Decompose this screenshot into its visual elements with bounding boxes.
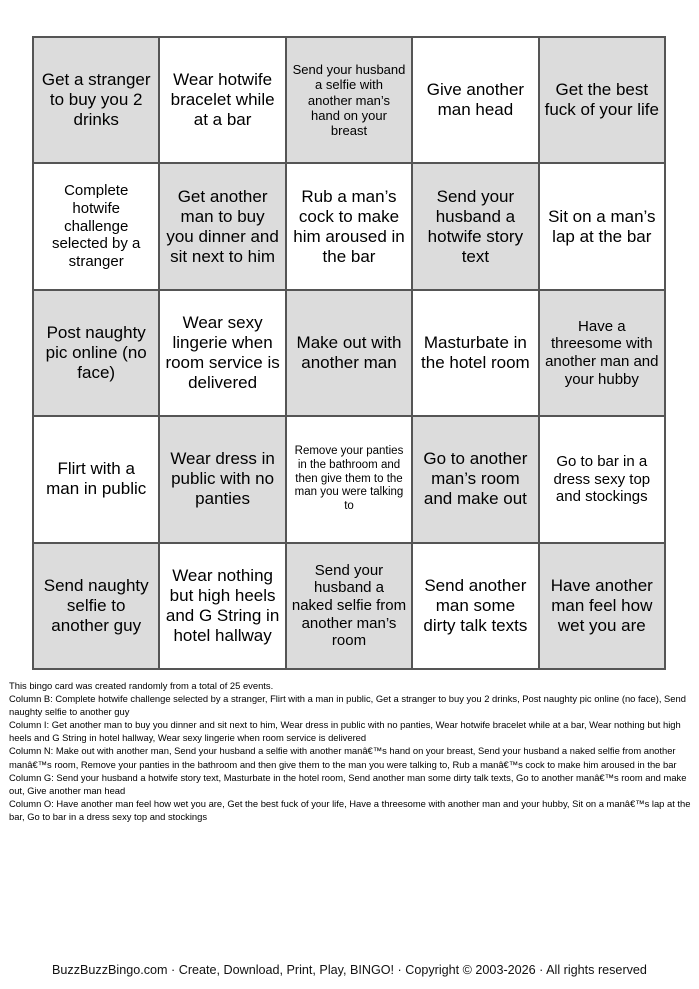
- bingo-cell: [286, 543, 412, 669]
- bingo-cell-text: Make out with another man: [296, 332, 402, 372]
- info-column-b: Column B: Complete hotwife challenge selected by a stranger, Flirt with a man in public, Get a stranger to buy you 2 drinks, Post naughty pic online (no face), Send naughty selfie to another guy: [9, 693, 686, 718]
- bingo-cell: [539, 37, 665, 163]
- card-info: [9, 679, 691, 823]
- bingo-cell-text: Go to bar in a dress sexy top and stockings: [553, 452, 651, 506]
- bingo-cell-text: Get another man to buy you dinner and sit next to him: [166, 186, 279, 266]
- bingo-cell: [539, 416, 665, 542]
- bingo-cell-text: Have a threesome with another man and your hubby: [545, 317, 659, 388]
- bingo-cell-text: Post naughty pic online (no face): [45, 322, 147, 383]
- bingo-cell: [159, 543, 285, 669]
- bingo-cell-text: Get a stranger to buy you 2 drinks: [41, 70, 151, 130]
- bingo-cell-text: Send another man some dirty talk texts: [423, 575, 528, 635]
- bingo-cell-text: Go to another man’s room and make out: [423, 449, 528, 509]
- bingo-cell-text: Remove your panties in the bathroom and then give them to the man you were talking to: [294, 445, 404, 512]
- bingo-cell: [412, 163, 538, 289]
- bingo-cell-text: Rub a man’s cock to make him aroused in the bar: [293, 186, 405, 266]
- bingo-cell: [412, 543, 538, 669]
- bingo-cell-text: Sit on a man’s lap at the bar: [548, 206, 656, 246]
- bingo-cell: [33, 37, 159, 163]
- bingo-cell-text: Flirt with a man in public: [46, 459, 147, 499]
- bingo-cell: [33, 543, 159, 669]
- info-column-n: Column N: Make out with another man, Send your husband a selfie with another manâ€™s hand on your breast, Send your husband a naked selfie from another manâ€™s room, Remove your panties in the bathroom and then give them to the man you were talking to, Rub a manâ€™s cock to make him aroused in the bar: [9, 745, 677, 770]
- bingo-cell: [33, 416, 159, 542]
- footer-text: BuzzBuzzBingo.com · Create, Download, Print, Play, BINGO! · Copyright © 2003-2026 · All rights reserved: [52, 963, 647, 977]
- bingo-cell: [159, 37, 285, 163]
- bingo-grid: [32, 36, 666, 670]
- bingo-cell-text: Send your husband a hotwife story text: [427, 186, 524, 266]
- info-intro: This bingo card was created randomly from a total of 25 events.: [9, 680, 274, 691]
- bingo-cell-text: Wear dress in public with no panties: [170, 449, 275, 509]
- bingo-cell-text: Have another man feel how wet you are: [550, 575, 653, 635]
- bingo-cell: [412, 37, 538, 163]
- bingo-cell: [159, 163, 285, 289]
- bingo-cell: [539, 543, 665, 669]
- bingo-cell: [286, 37, 412, 163]
- bingo-cell-text: Send your husband a selfie with another man’s hand on your breast: [292, 61, 406, 139]
- bingo-cell-text: Get the best fuck of your life: [544, 80, 659, 120]
- bingo-cell-text: Send your husband a naked selfie from another man’s room: [291, 561, 407, 650]
- bingo-cell: [539, 290, 665, 416]
- bingo-cell-text: Send naughty selfie to another guy: [43, 575, 149, 635]
- bingo-cell: [159, 416, 285, 542]
- bingo-cell: [412, 416, 538, 542]
- bingo-cell: [539, 163, 665, 289]
- bingo-cell-text: Masturbate in the hotel room: [421, 332, 530, 372]
- bingo-cell: [33, 290, 159, 416]
- bingo-cell: [159, 290, 285, 416]
- bingo-cell: [286, 163, 412, 289]
- bingo-cell-text: Give another man head: [426, 80, 525, 120]
- bingo-cell-text: Wear sexy lingerie when room service is delivered: [165, 312, 280, 393]
- info-column-g: Column G: Send your husband a hotwife story text, Masturbate in the hotel room, Send another man some dirty talk texts, Go to another manâ€™s room and make out, Give another man head: [9, 771, 687, 796]
- bingo-cell-text: Wear nothing but high heels and G String in hotel hallway: [165, 565, 280, 645]
- bingo-cell: [33, 163, 159, 289]
- bingo-cell: [286, 416, 412, 542]
- bingo-cell-text: Wear hotwife bracelet while at a bar: [170, 70, 275, 130]
- info-column-i: Column I: Get another man to buy you dinner and sit next to him, Wear dress in public with no panties, Wear hotwife bracelet while at a bar, Wear nothing but high heels and G String in hotel hallway, Wear sexy lingerie when room service is delivered: [9, 719, 681, 744]
- bingo-cell: [286, 290, 412, 416]
- info-column-o: Column O: Have another man feel how wet you are, Get the best fuck of your life, Have a threesome with another man and your hubby, Sit on a manâ€™s lap at the bar, Go to bar in a dress sexy top and stockings: [9, 797, 691, 822]
- bingo-cell: [412, 290, 538, 416]
- bingo-cell-text: Complete hotwife challenge selected by a stranger: [52, 182, 141, 271]
